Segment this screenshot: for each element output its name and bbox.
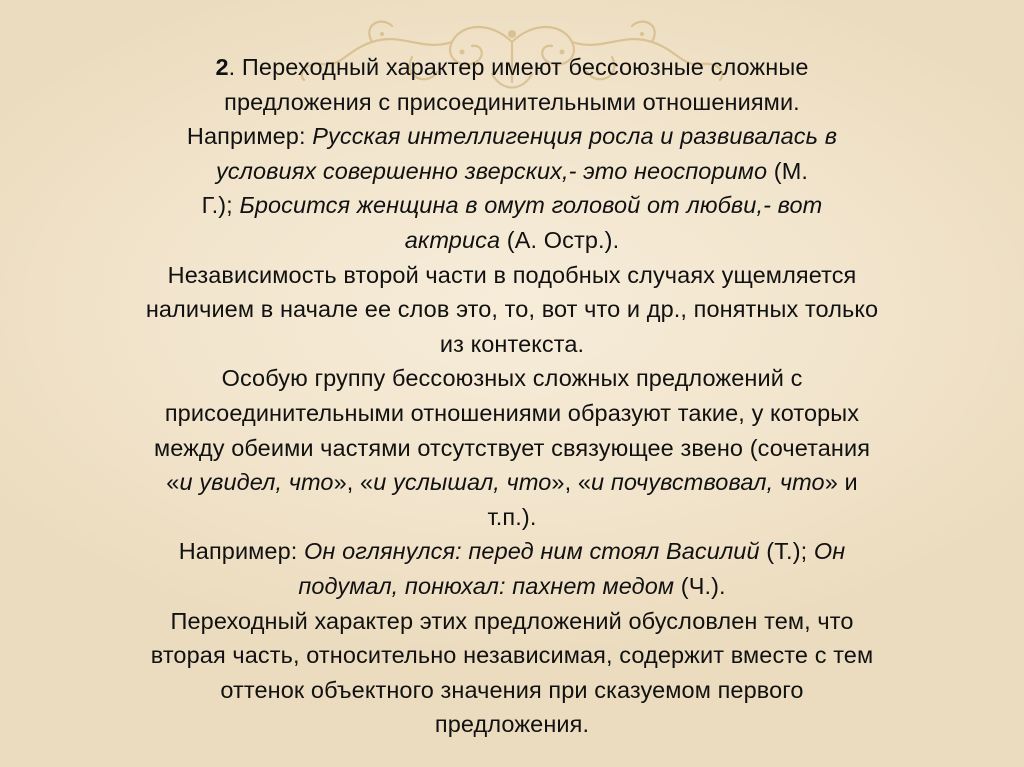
slide-text bbox=[52, 50, 972, 742]
quote-mark: », « bbox=[551, 469, 592, 496]
author-ref: (Ч.). bbox=[674, 572, 726, 599]
paragraph-1-text: . Переходный характер имеют бессоюзные сложные bbox=[228, 54, 809, 80]
quoted-phrase: и услышал, что bbox=[373, 469, 552, 496]
example-text: Бросится женщина в омут головой от любви,- вот bbox=[239, 192, 823, 219]
example-text: Он bbox=[813, 538, 846, 565]
paragraph-1-line-1 bbox=[52, 50, 972, 85]
paragraph-4-line-2 bbox=[52, 569, 972, 604]
paragraph-3-line-4 bbox=[52, 465, 972, 500]
paragraph-1-line-2: предложения с присоединительными отношениями. bbox=[224, 88, 800, 115]
example-text: Русская интеллигенция росла и развивалась в bbox=[312, 123, 838, 150]
paragraph-1-line-6 bbox=[52, 223, 972, 258]
example-text: Он оглянулся: перед ним стоял Василий bbox=[304, 538, 760, 565]
paragraph-2-line-2: наличием в начале ее слов это, то, вот что и др., понятных только bbox=[145, 296, 879, 323]
paragraph-2-line-1: Независимость второй части в подобных случаях ущемляется bbox=[167, 261, 857, 288]
author-ref: (А. Остр.). bbox=[500, 226, 620, 253]
paragraph-5-line-3: оттенок объектного значения при сказуемом первого bbox=[220, 676, 804, 703]
example-text: подумал, понюхал: пахнет медом bbox=[298, 572, 675, 599]
example-lead: Например: bbox=[178, 538, 305, 565]
paragraph-3-line-5: т.п.). bbox=[487, 503, 537, 530]
quoted-phrase: и почувствовал, что bbox=[591, 469, 825, 496]
item-number: 2 bbox=[215, 54, 229, 80]
paragraph-1-line-5 bbox=[52, 188, 972, 223]
paragraph-5-line-1: Переходный характер этих предложений обусловлен тем, что bbox=[170, 607, 854, 634]
paragraph-1-line-3 bbox=[52, 119, 972, 154]
paragraph-1-line-4 bbox=[52, 154, 972, 189]
quote-mark: » и bbox=[824, 469, 858, 496]
quote-mark: « bbox=[166, 469, 180, 496]
paragraph-3-line-3: между обеими частями отсутствует связующее звено (сочетания bbox=[153, 434, 871, 461]
paragraph-4-line-1 bbox=[52, 534, 972, 569]
example-lead: Например: bbox=[186, 123, 313, 150]
paragraph-2-line-3: из контекста. bbox=[439, 330, 585, 357]
author-ref: (М. bbox=[767, 157, 809, 184]
author-ref: Г.); bbox=[201, 192, 240, 219]
quote-mark: », « bbox=[333, 469, 374, 496]
paragraph-5-line-4: предложения. bbox=[434, 711, 590, 738]
example-text: условиях совершенно зверских,- это неоспоримо bbox=[215, 157, 768, 184]
quoted-phrase: и увидел, что bbox=[179, 469, 334, 496]
paragraph-5-line-2: вторая часть, относительно независимая, содержит вместе с тем bbox=[150, 642, 874, 669]
paragraph-3-line-2: присоединительными отношениями образуют такие, у которых bbox=[164, 399, 860, 426]
paragraph-3-line-1: Особую группу бессоюзных сложных предложений с bbox=[221, 365, 803, 392]
author-ref: (Т.); bbox=[759, 538, 814, 565]
example-text: актриса bbox=[404, 226, 501, 253]
